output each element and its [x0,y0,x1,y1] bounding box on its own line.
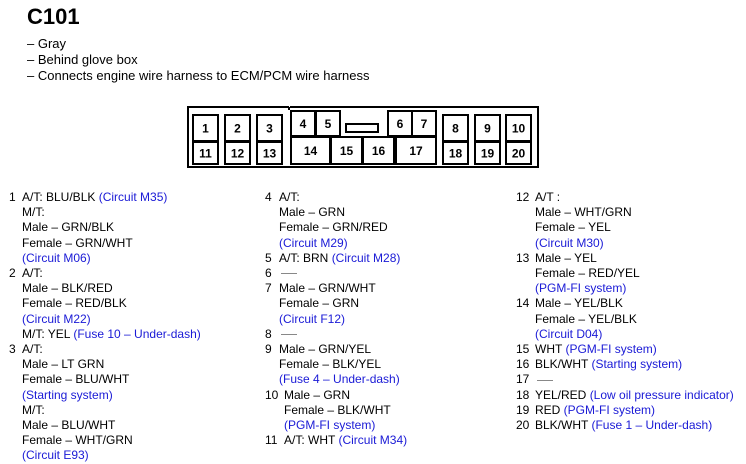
pin-entry-line [516,388,746,403]
pin-entry [265,190,505,251]
pin-entry-line [516,403,746,418]
pin-entry-line [516,205,746,220]
pin-entry-line [9,357,249,372]
circuit-reference: (Circuit M30) [535,235,604,250]
wire-text: A/T: WHT [284,433,339,448]
pin-entry-line [265,205,505,220]
circuit-reference: (PGM-FI system) [565,342,657,357]
wire-text: Male – WHT/GRN [535,205,632,220]
circuit-reference: (Circuit D04) [535,326,603,341]
pin-entry-line [9,296,249,311]
pin-number: 9 [484,121,491,136]
pin-number: 10 [511,121,526,136]
wire-text: Female – BLU/WHT [22,372,130,387]
circuit-reference: (Circuit M29) [279,235,348,250]
pin-entry [516,342,746,357]
connector-diagram [0,0,746,190]
pinout-column-3 [516,190,746,433]
pin-entry [265,266,505,281]
pin-entry-number: 10 [265,387,279,402]
pin-entry-line [265,357,505,372]
pin-entry [9,190,249,266]
unused-pin-dash [281,334,297,335]
pin-entry-number: 15 [516,342,530,357]
pin-entry [516,251,746,297]
pin-entry-line [516,312,746,327]
wire-text: A/T: [22,266,43,281]
pin-entry-line [516,220,746,235]
pin-entry-number: 5 [265,250,272,265]
pin-number: 8 [452,121,459,136]
pin-entry-number: 14 [516,296,530,311]
wire-text: RED [535,402,564,417]
note-color: – Gray [27,36,67,51]
wire-text: BLK/WHT [535,357,592,372]
wire-text: Male – GRN [279,205,346,220]
pin-entry [265,342,505,388]
pin-number: 20 [511,146,526,161]
wire-text: A/T: [22,342,43,357]
pin-entry-line [516,357,746,372]
pin-entry-line [516,327,746,342]
pin-entry [9,342,249,464]
pin-entry [516,372,746,387]
wire-text: A/T: BRN [279,250,332,265]
wire-text: M/T: YEL [22,326,74,341]
pin-entry-line [516,281,746,296]
pin-number: 13 [262,146,277,161]
pin-entry-line [9,281,249,296]
circuit-reference: (Fuse 4 – Under-dash) [279,372,400,387]
pin-entry-line [265,327,505,342]
pin-entry-number: 16 [516,357,530,372]
pin-entry-number: 20 [516,418,530,433]
wire-text: Female – WHT/GRN [22,433,133,448]
pin-entry-number: 19 [516,402,530,417]
pin-entry-line [9,190,249,205]
wire-text: YEL/RED [535,387,590,402]
pin-entry-number: 12 [516,190,530,204]
pin-entry-line [516,418,746,433]
wire-text: Male – GRN/BLK [22,220,115,235]
pin-entry-line [265,388,505,403]
pin-number: 2 [234,121,241,136]
wire-text: M/T: [22,205,45,220]
wire-text: Male – BLU/WHT [22,418,116,433]
pin-number: 6 [396,117,404,131]
pin-entry [516,357,746,372]
pin-number: 5 [324,117,332,131]
pin-entry-number: 8 [265,326,272,341]
pin-entry-line [265,312,505,327]
pin-entry-line [9,342,249,357]
pin-entry-line [9,327,249,342]
circuit-reference: (PGM-FI system) [535,281,627,296]
wire-text: Male – BLK/RED [22,281,113,296]
pin-entry-line [265,296,505,311]
pin-number: 18 [448,146,463,161]
wire-text: Female – GRN/WHT [22,235,133,250]
pin-entry [516,403,746,418]
pin-entry-line [265,418,505,433]
pin-entry-line [9,388,249,403]
wire-text: Female – GRN [279,296,360,311]
wire-text: BLK/WHT [535,418,592,433]
pin-number: 16 [371,144,386,158]
circuit-reference: (Circuit M35) [98,190,168,204]
pin-number: 3 [266,121,273,136]
pin-entry-number: 7 [265,281,272,296]
circuit-reference: (Circuit M22) [22,311,91,326]
pin-entry-line [265,342,505,357]
pin-entry-line [516,266,746,281]
pin-entry [516,388,746,403]
pin-entry [516,296,746,342]
pin-entry-number: 4 [265,190,272,204]
pin-number: 4 [299,117,307,131]
connector-key [346,124,378,132]
pin-entry [516,418,746,433]
wire-text: Male – YEL [535,250,597,265]
wire-text: A/T: BLU/BLK [22,190,99,204]
pin-entry-line [265,372,505,387]
wire-text: A/T: [279,190,300,204]
pin-entry-line [265,403,505,418]
circuit-reference: (Circuit M34) [338,433,408,448]
pin-entry-line [516,372,746,387]
circuit-reference: (PGM-FI system) [284,418,376,433]
circuit-reference: (Circuit E93) [22,448,89,463]
pin-entry-line [9,205,249,220]
pin-entry-number: 1 [9,190,16,204]
pin-entry-number: 6 [265,266,272,281]
pin-entry-line [516,296,746,311]
circuit-reference: (Circuit M06) [22,250,91,265]
pin-entry-number: 13 [516,250,530,265]
note-location: – Behind glove box [27,52,138,67]
wire-text: Female – GRN/RED [279,220,388,235]
pin-entry [265,251,505,266]
pin-entry-line [9,236,249,251]
pin-entry-line [9,266,249,281]
unused-pin-dash [281,273,297,274]
circuit-reference: (Circuit M28) [331,250,401,265]
pin-entry [9,266,249,342]
wire-text: Male – LT GRN [22,357,105,372]
wire-text: M/T: [22,402,45,417]
pin-entry-line [9,220,249,235]
pin-entry-line [265,433,505,448]
pin-entry-number: 2 [9,266,16,281]
pin-entry-line [265,190,505,205]
pinout-column-2 [265,190,505,448]
pin-number: 1 [202,121,209,136]
wire-text: Female – YEL [535,220,611,235]
pin-entry-line [9,403,249,418]
pin-number: 12 [230,146,245,161]
pin-entry-line [265,251,505,266]
wire-text: Female – YEL/BLK [535,311,637,326]
pin-entry-number: 9 [265,342,272,357]
circuit-reference: (Fuse 10 – Under-dash) [73,326,201,341]
pin-number: 11 [199,146,212,161]
wire-text: Female – RED/YEL [535,266,640,281]
wire-text: Female – BLK/YEL [279,357,382,372]
pin-entry-line [265,236,505,251]
pin-entry-line [9,251,249,266]
circuit-reference: (Low oil pressure indicator) [589,387,734,402]
pin-entry [516,190,746,251]
pin-entry-line [265,220,505,235]
pin-entry-line [9,418,249,433]
pin-number: 7 [420,117,428,131]
wire-text: Female – RED/BLK [22,296,127,311]
wire-text: Male – GRN/YEL [279,342,372,357]
pin-entry-line [516,342,746,357]
pin-entry-number: 11 [265,433,278,448]
wire-text: Female – BLK/WHT [284,402,391,417]
circuit-reference: (Fuse 1 – Under-dash) [591,418,713,433]
pin-entry-line [9,372,249,387]
pin-entry-number: 18 [516,387,530,402]
pin-entry [265,388,505,434]
pin-entry-line [9,448,249,463]
pin-entry-line [516,236,746,251]
pin-entry-line [9,312,249,327]
wire-text: WHT [535,342,566,357]
circuit-reference: (Starting system) [591,357,683,372]
wire-text: A/T : [535,190,561,204]
pin-entry-number: 17 [516,372,530,387]
pin-number: 14 [303,144,318,158]
pin-entry-line [9,433,249,448]
circuit-reference: (Circuit F12) [279,311,346,326]
pin-number: 15 [339,144,354,158]
pin-entry [265,433,505,448]
pin-number: 17 [409,144,423,158]
pin-number: 19 [480,146,495,161]
pin-entry [265,281,505,327]
unused-pin-dash [537,380,553,381]
pin-entry-line [516,190,746,205]
circuit-reference: (PGM-FI system) [563,402,655,417]
note-connection: – Connects engine wire harness to ECM/PCM wire harness [27,68,370,83]
connector-title: C101 [27,4,80,29]
wire-text: Male – YEL/BLK [535,296,623,311]
pin-entry-line [265,266,505,281]
pinout-column-1 [9,190,249,464]
circuit-reference: (Starting system) [22,387,113,402]
pin-entry-line [516,251,746,266]
pin-entry [265,327,505,342]
wire-text: Male – GRN/WHT [279,281,376,296]
pin-entry-number: 3 [9,342,16,357]
pin-entry-line [265,281,505,296]
wire-text: Male – GRN [284,387,351,402]
